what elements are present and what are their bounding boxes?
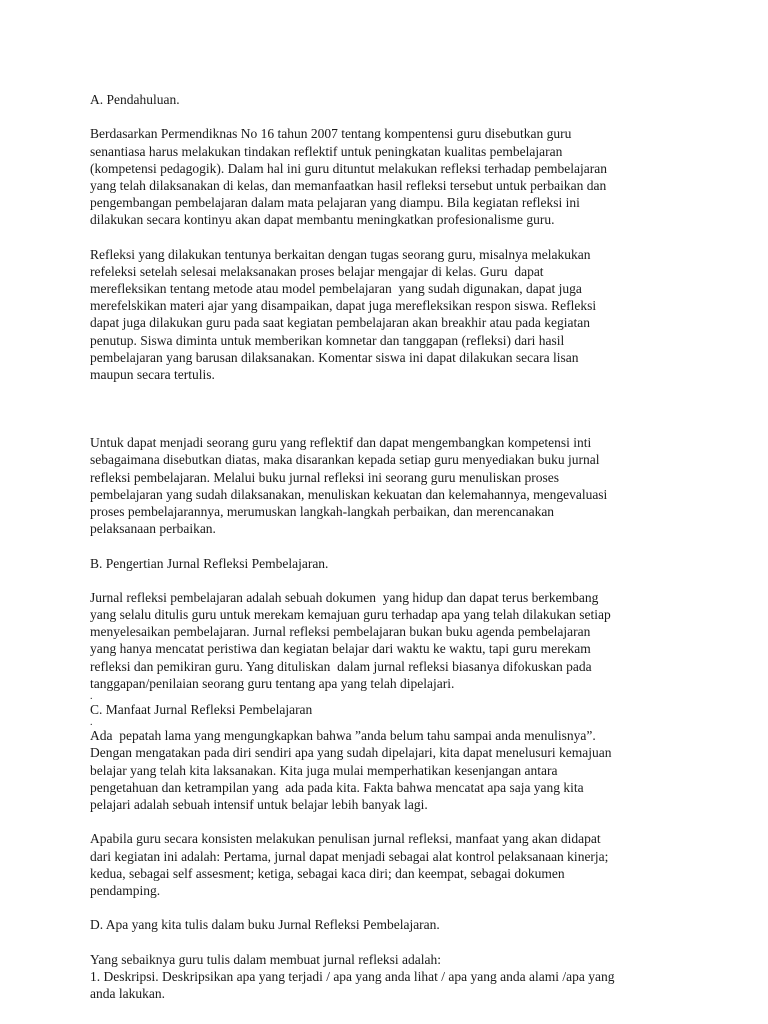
paragraph-pepatah: Ada pepatah lama yang mengungkapkan bahwa ”anda belum tahu sampai anda menulisnya”. Dengan mengatakan pada diri sendiri apa yang sudah dipelajari, kita dapat menelusuri kemajuan belajar yang telah kita laksanakan. Kita juga mulai memperhatikan kesenjangan antara pengetahuan dan ketrampilan yang ada pada kita. Fakta bahwa mencatat apa saja yang kita pelajari adalah sebuah intensif untuk belajar lebih banyak lagi.	[90, 728, 612, 812]
section-heading-c: C. Manfaat Jurnal Refleksi Pembelajaran	[90, 702, 313, 717]
paragraph-yang-ditulis: Yang sebaiknya guru tulis dalam membuat jurnal refleksi adalah: 1. Deskripsi. Deskripsikan apa yang terjadi / apa yang anda lihat / apa yang anda alami /apa yang anda lakukan.	[90, 951, 690, 1003]
paragraph-pengertian: Jurnal refleksi pembelajaran adalah sebuah dokumen yang hidup dan dapat terus berkembang yang selalu ditulis guru untuk merekam kemajuan guru terhadap apa yang telah dilakukan setiap menyelesaikan pembelajaran. Jurnal refleksi pembelajaran bukan buku agenda pembelajaran yang hanya mencatat peristiwa dan kegiatan belajar dari waktu ke waktu, tapi guru merekam refleksi dan pemikiran guru. Yang dituliskan dalam jurnal refleksi biasanya difokuskan pada tanggapan/penilaian seorang guru tentang apa yang telah dipelajari.	[90, 589, 611, 691]
paragraph-refleksi: Refleksi yang dilakukan tentunya berkaitan dengan tugas seorang guru, misalnya melakukan refeleksi setelah selesai melaksanakan proses belajar mengajar di kelas. Guru dapat merefleksikan tentang metode atau model pembelajaran yang sudah digunakan, dapat juga merefelskikan materi ajar yang disampaikan, dapat juga merefleksikan respon siswa. Refleksi dapat juga dilakukan guru pada saat kegiatan pembelajaran akan breakhir atau pada kegiatan penutup. Siswa diminta untuk memberikan komnetar dan tanggapan (refleksi) dari hasil pembelajaran yang barusan dilaksanakan. Komentar siswa ini dapat dilakukan secara lisan maupun secara tertulis.	[90, 246, 597, 382]
list-item: 1. Deskripsi. Deskripsikan apa yang terjadi / apa yang anda lihat / apa yang anda alami /apa yang	[90, 968, 615, 984]
paragraph-guru-reflektif: Untuk dapat menjadi seorang guru yang reflektif dan dapat mengembangkan kompetensi inti sebagaimana disebutkan diatas, maka disarankan kepada setiap guru menyediakan buku jurnal refleksi pembelajaran. Melalui buku jurnal refleksi ini seorang guru menuliskan proses pembelajaran yang sudah dilaksanakan, menuliskan kekuatan dan kelemahannya, mengevaluasi proses pembelajarannya, merumuskan langkah-langkah perbaikan, dan merencanakan pelaksanaan perbaikan.	[90, 435, 608, 537]
section-heading-b: B. Pengertian Jurnal Refleksi Pembelajaran.	[90, 555, 329, 571]
section-heading-a: A. Pendahuluan.	[90, 92, 180, 107]
section-heading-d: D. Apa yang kita tulis dalam buku Jurnal Refleksi Pembelajaran.	[90, 917, 440, 933]
paragraph-manfaat: Apabila guru secara konsisten melakukan penulisan jurnal refleksi, manfaat yang akan didapat dari kegiatan ini adalah: Pertama, jurnal dapat menjadi sebagai alat kontrol pelaksanaan kinerja; kedua, sebagai self assesment; ketiga, sebagai kaca diri; dan keempat, sebagai dokumen pendamping.	[90, 831, 609, 898]
stray-dot: .	[90, 717, 93, 729]
document-body	[90, 91, 690, 1002]
stray-dot: .	[90, 691, 93, 702]
paragraph-permendiknas: Berdasarkan Permendiknas No 16 tahun 2007 tentang kompentensi guru disebutkan guru senantiasa harus melakukan tindakan reflektif untuk peningkatan kualitas pembelajaran (kompetensi pedagogik). Dalam hal ini guru dituntut melakukan refleksi terhadap pembelajaran yang telah dilaksanakan di kelas, dan memanfaatkan hasil refleksi tersebut untuk perbaikan dan pengembangan pembelajaran dalam mata pelajaran yang diampu. Bila kegiatan refleksi ini dilakukan secara kontinyu akan dapat membantu meningkatkan profesionalisme guru.	[90, 126, 607, 228]
